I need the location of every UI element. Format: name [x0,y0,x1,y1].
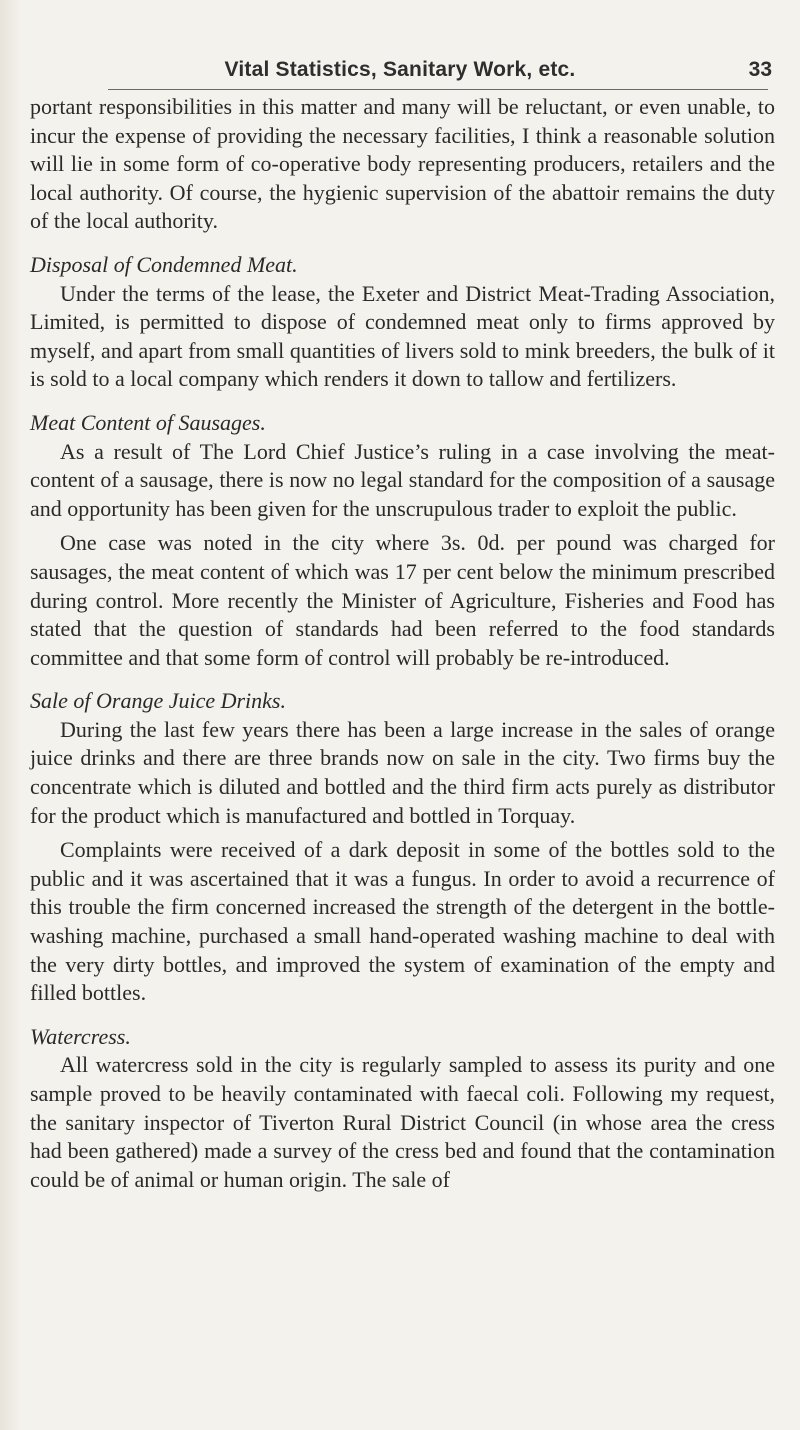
section-heading-meat-content-sausages: Meat Content of Sausages. [30,409,266,435]
paragraph-sausages-case: One case was noted in the city where 3s. 0d. per pound was charged for sausages, the meat content of which was 17 per cent below the minimum prescribed during control. More recently the Minister of Agriculture, Fisheries and Food has stated that the question of standards had been referred to the food standards committee and that some form of control will probably be re-introduced. [30,530,775,670]
section-heading-disposal-condemned-meat: Disposal of Condemned Meat. [30,251,298,277]
section-heading-orange-juice-drinks: Sale of Orange Juice Drinks. [30,688,286,714]
paragraph-continuation: portant responsibilities in this matter and many will be reluctant, or even unable, to incur the expense of providing the necessary facilities, I think a reasonable solution will lie in some form of co-operative body representing producers, retailers and the local authority. Of course, the hygienic supervision of the abattoir remains the duty of the local authority. [30,94,775,234]
paragraph-sausages-ruling: As a result of The Lord Chief Justice’s ruling in a case involving the meat-content of a sausage, there is now no legal standard for the composition of a sausage and opportunity has been given for the unscrupulous trader to exploit the public. [30,438,775,521]
header-rule [108,89,768,90]
running-head: Vital Statistics, Sanitary Work, etc. [224,58,576,81]
paragraph-orange-juice-complaints: Complaints were received of a dark deposit in some of the bottles sold to the public and it was ascertained that it was a fungus. In order to avoid a recurrence of this trouble the firm concerned increased the strength of the detergent in the bottle-washing machine, purchased a small hand-operated washing machine to deal with the very dirty bottles, and improved the system of examination of the empty and filled bottles. [30,837,775,1006]
section-heading-watercress: Watercress. [30,1023,131,1049]
paragraph-orange-juice-sales: During the last few years there has been a large increase in the sales of orange juice drinks and there are three brands now on sale in the city. Two firms buy the concentrate which is diluted and bottled and the third firm acts purely as distributor for the product which is manufactured and bottled in Torquay. [30,716,775,828]
paragraph-disposal-condemned-meat: Under the terms of the lease, the Exeter and District Meat-Trading Association, Limited, is permitted to dispose of condemned meat only to firms approved by myself, and apart from small quantities of livers sold to mink breeders, the bulk of it is sold to a local company which renders it down to tallow and fertilizers. [30,280,775,392]
body-text [30,93,775,1194]
paragraph-watercress: All watercress sold in the city is regularly sampled to assess its purity and one sample proved to be heavily contaminated with faecal coli. Following my request, the sanitary inspector of Tiverton Rural District Council (in whose area the cress had been gathered) made a survey of the cress bed and found that the contamination could be of animal or human origin. The sale of [30,1052,775,1192]
page-gutter-shadow [0,0,22,1430]
page-header [0,58,800,88]
page-number: 33 [748,58,772,81]
